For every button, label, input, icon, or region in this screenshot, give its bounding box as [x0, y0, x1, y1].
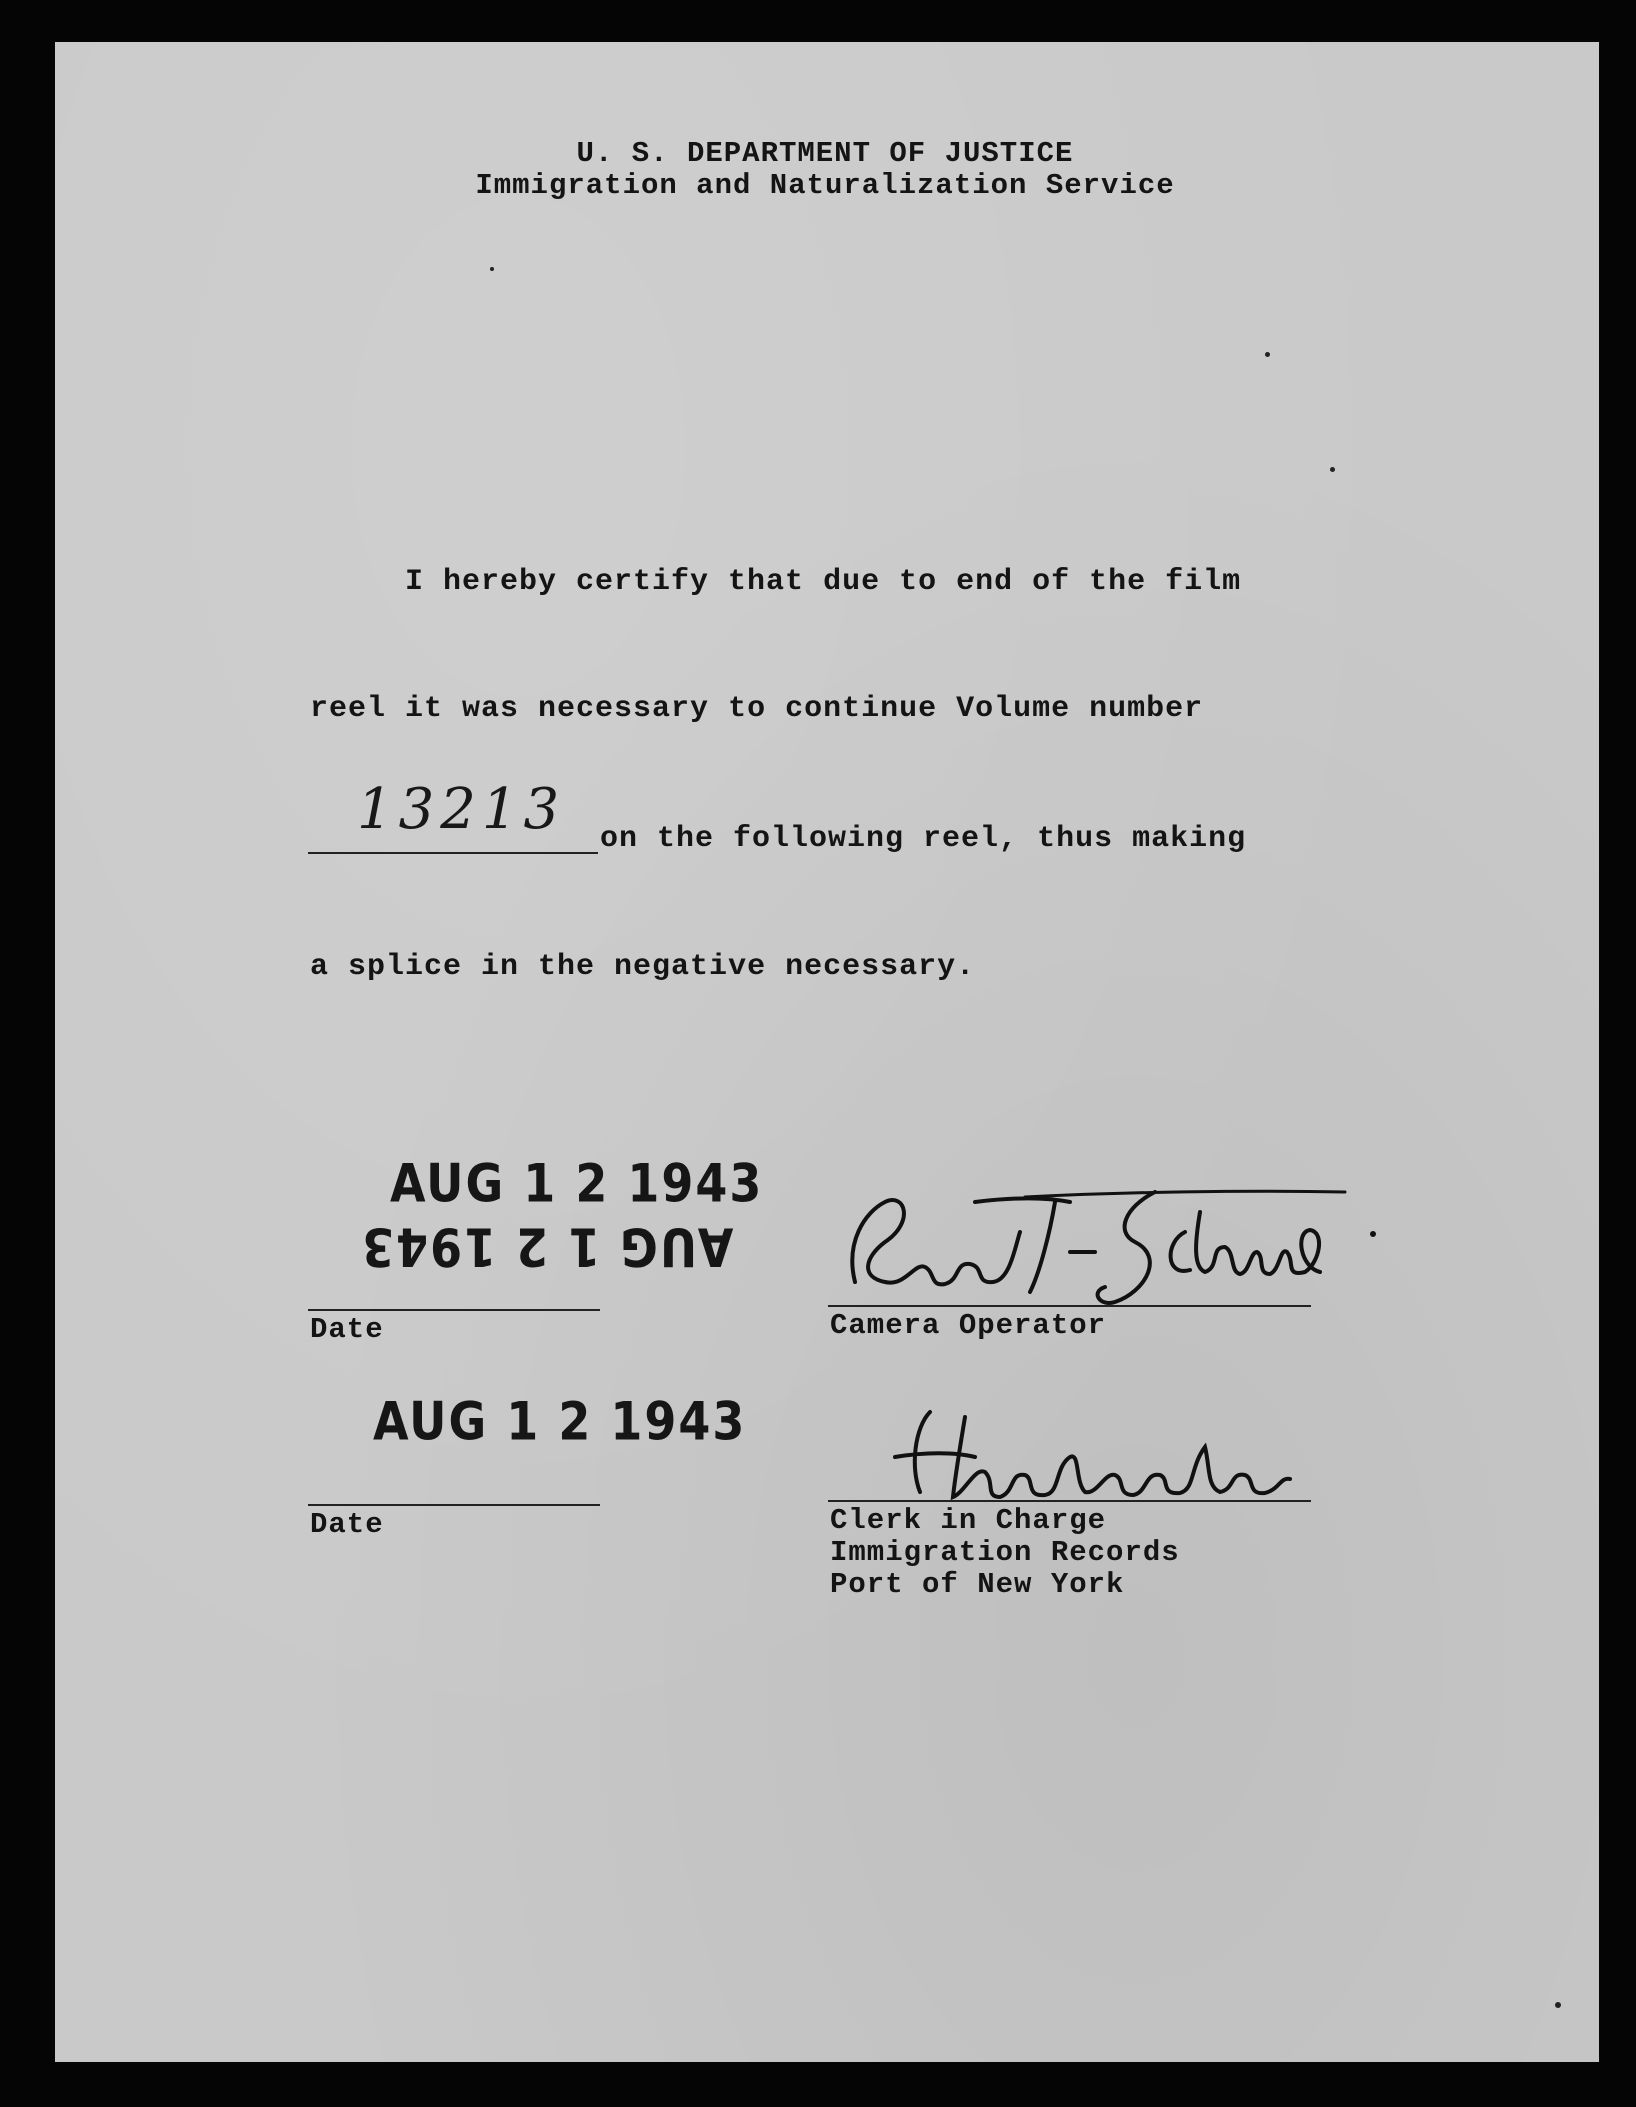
clerk-line: [828, 1500, 1311, 1502]
volume-number-handwritten: 13213: [357, 777, 566, 842]
body-line-1: I hereby certify that due to end of the film: [405, 565, 1242, 599]
speck: [1555, 2002, 1561, 2008]
header-department: U. S. DEPARTMENT OF JUSTICE: [576, 137, 1074, 170]
header-service: Immigration and Naturalization Service: [475, 169, 1175, 202]
date-line-2: [308, 1504, 600, 1506]
date-stamp-1: AUG 1 2 1943: [390, 1152, 764, 1215]
date-label-1: Date: [310, 1313, 384, 1346]
date-stamp-1-inverted: AUG 1 2 1943: [360, 1215, 734, 1279]
clerk-signature: [835, 1397, 1355, 1517]
date-stamp-2: AUG 1 2 1943: [373, 1390, 747, 1453]
speck: [1330, 467, 1335, 472]
body-line-3: on the following reel, thus making: [600, 822, 1247, 856]
clerk-label-line-2: Immigration Records: [830, 1536, 1180, 1569]
body-line-2: reel it was necessary to continue Volume number: [310, 692, 1204, 726]
speck: [1265, 352, 1270, 357]
date-line-1: [308, 1309, 600, 1311]
clerk-label-line-1: Clerk in Charge: [830, 1504, 1107, 1537]
date-label-2: Date: [310, 1508, 384, 1541]
clerk-label-line-3: Port of New York: [830, 1568, 1125, 1601]
document-page: [55, 42, 1599, 2062]
camera-operator-label: Camera Operator: [830, 1309, 1107, 1342]
volume-number-line: [308, 852, 598, 854]
camera-operator-line: [828, 1305, 1311, 1307]
body-line-4: a splice in the negative necessary.: [310, 950, 976, 984]
speck: [490, 267, 494, 271]
